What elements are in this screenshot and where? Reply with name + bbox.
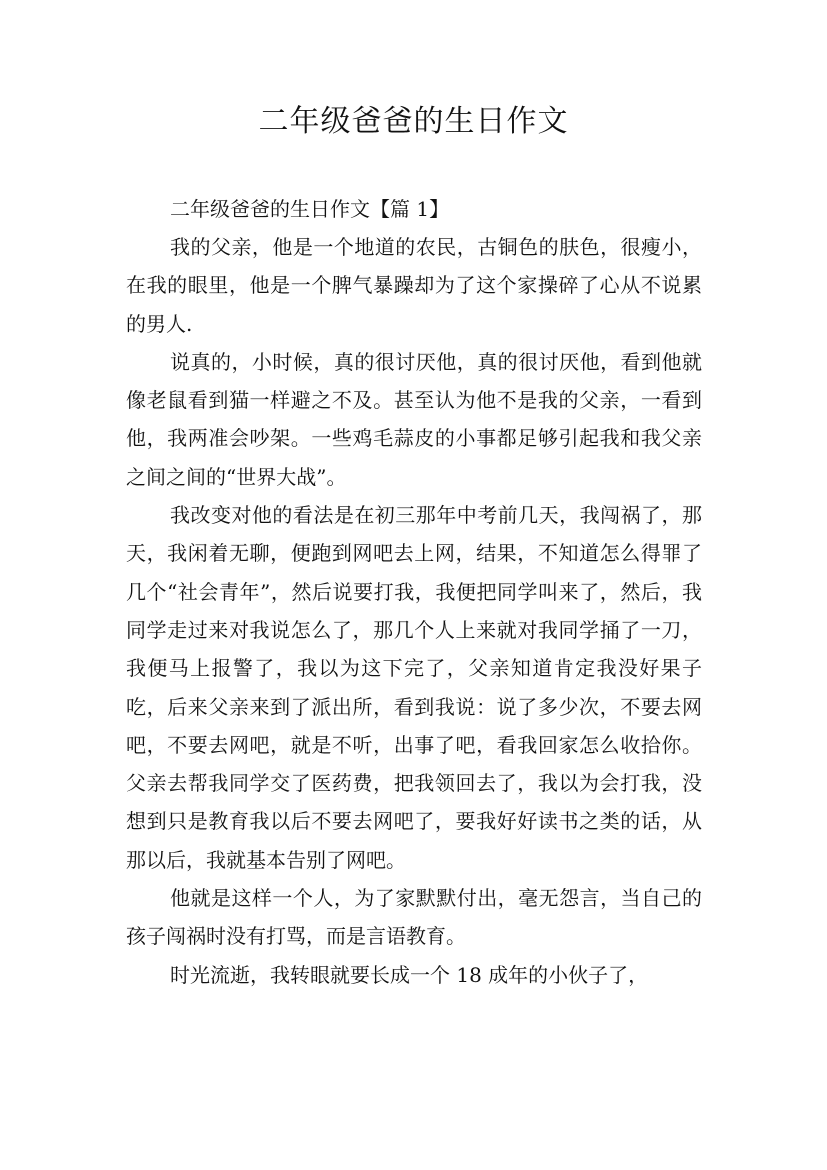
paragraph-2: 说真的，小时候，真的很讨厌他，真的很讨厌他，看到他就像老鼠看到猫一样避之不及。甚至认为他不是我的父亲，一看到他，我两准会吵架。一些鸡毛蒜皮的小事都足够引起我和我父亲之间之间的“世界大战”。 — [126, 349, 702, 489]
paragraph-5: 时光流逝，我转眼就要长成一个 18 成年的小伙子了， — [170, 962, 649, 987]
section-heading: 二年级爸爸的生日作文【篇 1】 — [170, 197, 450, 221]
paragraph-3: 我改变对他的看法是在初三那年中考前几天，我闯祸了，那天，我闲着无聊，便跑到网吧去上网，结果，不知道怎么得罪了几个“社会青年”，然后说要打我，我便把同学叫来了，然后，我同学走过来对我说怎么了，那几个人上来就对我同学捅了一刀，我便马上报警了，我以为这下完了，父亲知道肯定我没好果子吃，后来父亲来到了派出所，看到我说：说了多少次，不要去网吧，不要去网吧，就是不听，出事了吧，看我回家怎么收拾你。父亲去帮我同学交了医药费，把我领回去了，我以为会打我，没想到只是教育我以后不要去网吧了，要我好好读书之类的话，从那以后，我就基本告别了网吧。 — [126, 503, 702, 872]
paragraph-4: 他就是这样一个人，为了家默默付出，毫无怨言，当自己的孩子闯祸时没有打骂，而是言语教育。 — [126, 886, 702, 949]
paragraph-1: 我的父亲，他是一个地道的农民，古铜色的肤色，很瘦小，在我的眼里，他是一个脾气暴躁却为了这个家操碎了心从不说累的男人. — [126, 235, 702, 336]
document-body — [126, 190, 702, 994]
document-title: 二年级爸爸的生日作文 — [258, 104, 569, 139]
